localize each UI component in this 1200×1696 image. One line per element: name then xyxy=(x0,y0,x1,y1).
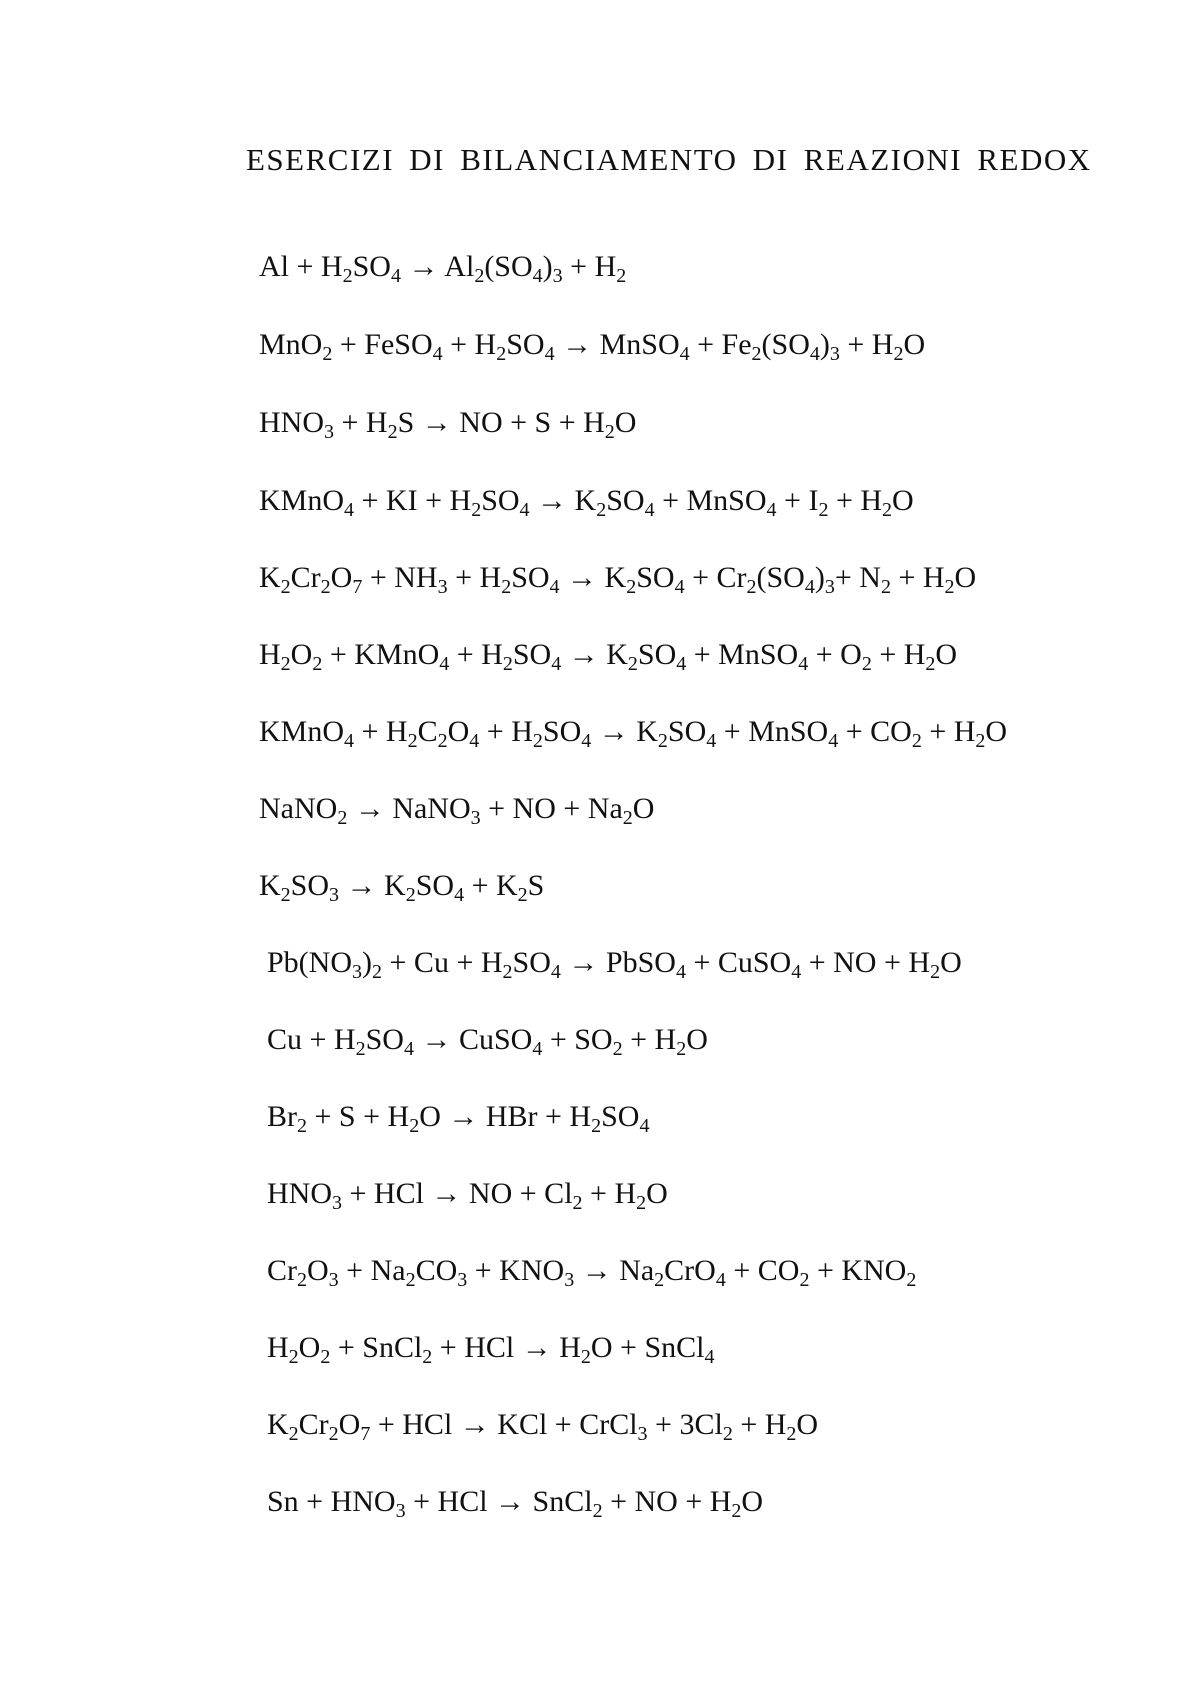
formula-text: SO xyxy=(637,638,677,671)
formula-text: → K xyxy=(561,638,628,671)
subscript: 2 xyxy=(517,884,528,906)
subscript: 2 xyxy=(731,1500,742,1522)
formula-text: C xyxy=(417,715,438,748)
formula-text: + MnSO xyxy=(716,715,829,748)
formula-text: HNO xyxy=(267,1177,332,1210)
formula-text: + H xyxy=(442,328,497,361)
formula-text: + N xyxy=(834,561,881,594)
subscript: 4 xyxy=(432,343,443,365)
formula-text: SO xyxy=(365,1023,404,1056)
formula-text: O xyxy=(614,406,637,439)
formula-text: → Al xyxy=(400,250,475,283)
formula-text: + H xyxy=(354,715,408,748)
subscript: 2 xyxy=(328,1423,339,1445)
formula-text: SO xyxy=(290,869,330,902)
subscript: 2 xyxy=(297,1115,307,1137)
formula-text: S → NO + S + H xyxy=(397,406,605,439)
subscript: 2 xyxy=(799,1269,810,1291)
formula-text: O xyxy=(741,1485,764,1518)
formula-text: O xyxy=(935,638,958,671)
equation-15 xyxy=(267,1331,715,1368)
formula-text: + H xyxy=(334,406,388,439)
subscript: 3 xyxy=(329,884,340,906)
subscript: 2 xyxy=(288,1346,299,1368)
subscript: 2 xyxy=(975,730,986,752)
formula-text: → K xyxy=(591,715,658,748)
equation-14 xyxy=(267,1254,917,1291)
formula-text: + H xyxy=(890,561,945,594)
formula-text: + H xyxy=(871,638,926,671)
subscript: 2 xyxy=(437,730,448,752)
subscript: 4 xyxy=(715,1269,726,1291)
subscript: 2 xyxy=(818,499,829,521)
formula-text: + SO xyxy=(542,1023,613,1056)
formula-text: + MnSO xyxy=(686,638,799,671)
subscript: 3 xyxy=(324,421,334,443)
formula-text: + H xyxy=(622,1023,677,1056)
subscript: 2 xyxy=(280,576,291,598)
subscript: 4 xyxy=(390,265,401,287)
subscript: 2 xyxy=(580,1346,591,1368)
equation-4 xyxy=(259,484,914,521)
formula-text: + NO + Na xyxy=(480,792,623,825)
subscript: 4 xyxy=(532,1038,543,1060)
formula-text: SO xyxy=(352,250,391,283)
subscript: 2 xyxy=(502,961,513,983)
formula-text: + H xyxy=(828,484,883,517)
subscript: 4 xyxy=(551,653,562,675)
formula-text: → CuSO xyxy=(413,1023,533,1056)
formula-text: O xyxy=(796,1408,819,1441)
formula-text: O xyxy=(330,561,353,594)
subscript: 2 xyxy=(751,343,762,365)
formula-text: O + SnCl xyxy=(590,1331,705,1364)
formula-text: + FeSO xyxy=(332,328,433,361)
formula-text: + KNO xyxy=(809,1254,907,1287)
formula-text: SO xyxy=(542,715,582,748)
subscript: 2 xyxy=(612,1038,623,1060)
subscript: 2 xyxy=(280,884,291,906)
formula-text: K xyxy=(259,869,281,902)
subscript: 7 xyxy=(360,1423,371,1445)
subscript: 2 xyxy=(930,961,941,983)
formula-text: SO xyxy=(512,638,552,671)
formula-text: + NO + H xyxy=(602,1485,732,1518)
formula-text: + Cu + H xyxy=(382,946,503,979)
subscript: 3 xyxy=(824,576,835,598)
subscript: 4 xyxy=(676,653,687,675)
formula-text: ) xyxy=(819,328,830,361)
subscript: 2 xyxy=(474,265,485,287)
subscript: 2 xyxy=(342,265,353,287)
subscript: 3 xyxy=(457,1269,468,1291)
formula-text: + H xyxy=(562,250,617,283)
subscript: 2 xyxy=(280,653,291,675)
formula-text: + HCl → H xyxy=(432,1331,581,1364)
formula-text: + CO xyxy=(838,715,912,748)
subscript: 2 xyxy=(626,576,637,598)
formula-text: + MnSO xyxy=(654,484,767,517)
formula-text: + NH xyxy=(362,561,438,594)
subscript: 4 xyxy=(344,499,355,521)
formula-text: → K xyxy=(339,869,406,902)
formula-text: + Na xyxy=(338,1254,406,1287)
subscript: 2 xyxy=(387,421,398,443)
formula-text: + H xyxy=(582,1177,637,1210)
subscript: 4 xyxy=(766,499,777,521)
equation-11 xyxy=(267,1023,708,1060)
subscript: 2 xyxy=(502,653,513,675)
subscript: 2 xyxy=(407,730,418,752)
formula-text: O xyxy=(338,1408,361,1441)
subscript: 2 xyxy=(297,1269,307,1291)
formula-text: SO xyxy=(481,484,520,517)
subscript: 4 xyxy=(644,499,655,521)
subscript: 4 xyxy=(804,576,815,598)
formula-text: (SO xyxy=(761,328,810,361)
formula-text: ) xyxy=(362,946,373,979)
formula-text: + HCl → SnCl xyxy=(405,1485,593,1518)
subscript: 2 xyxy=(880,576,891,598)
formula-text: Cu + H xyxy=(267,1023,356,1056)
subscript: 3 xyxy=(637,1423,648,1445)
formula-text: O xyxy=(954,561,977,594)
formula-text: + H xyxy=(479,715,533,748)
formula-text: CrO xyxy=(664,1254,716,1287)
formula-text: + H xyxy=(921,715,976,748)
subscript: 3 xyxy=(437,576,448,598)
formula-text: + HCl → NO + Cl xyxy=(342,1177,573,1210)
equation-13 xyxy=(267,1177,668,1214)
formula-text: CO xyxy=(415,1254,458,1287)
subscript: 2 xyxy=(320,576,331,598)
subscript: 2 xyxy=(657,730,668,752)
subscript: 3 xyxy=(332,1192,342,1214)
formula-text: Pb(NO xyxy=(267,946,353,979)
formula-text: Cr xyxy=(267,1254,297,1287)
subscript: 3 xyxy=(564,1269,575,1291)
formula-text: (SO xyxy=(484,250,533,283)
formula-text: + O xyxy=(808,638,862,671)
subscript: 2 xyxy=(496,343,507,365)
subscript: 4 xyxy=(675,961,686,983)
formula-text: + CO xyxy=(725,1254,800,1287)
formula-text: Br xyxy=(267,1100,297,1133)
subscript: 2 xyxy=(320,1346,331,1368)
formula-text: + KMnO xyxy=(322,638,440,671)
equation-9 xyxy=(259,869,545,906)
subscript: 4 xyxy=(544,343,555,365)
subscript: 2 xyxy=(627,653,638,675)
subscript: 4 xyxy=(439,653,450,675)
formula-text: H xyxy=(259,638,281,671)
subscript: 4 xyxy=(828,730,839,752)
subscript: 2 xyxy=(405,884,416,906)
formula-text: + H xyxy=(732,1408,787,1441)
subscript: 2 xyxy=(322,343,333,365)
subscript: 3 xyxy=(829,343,840,365)
formula-text: + KNO xyxy=(467,1254,565,1287)
subscript: 2 xyxy=(893,343,904,365)
formula-text: O xyxy=(940,946,962,979)
equation-12 xyxy=(267,1100,650,1137)
subscript: 2 xyxy=(471,499,482,521)
subscript: 2 xyxy=(501,576,512,598)
subscript: 4 xyxy=(532,265,543,287)
subscript: 2 xyxy=(861,653,872,675)
subscript: 4 xyxy=(581,730,592,752)
formula-text: KMnO xyxy=(259,484,345,517)
subscript: 4 xyxy=(549,576,560,598)
subscript: 2 xyxy=(409,1115,420,1137)
subscript: 4 xyxy=(674,576,685,598)
formula-text: O xyxy=(646,1177,668,1210)
formula-text: + K xyxy=(464,869,518,902)
subscript: 2 xyxy=(312,653,323,675)
formula-text: O xyxy=(892,484,914,517)
formula-text: S xyxy=(527,869,545,902)
formula-text: + NO + H xyxy=(801,946,931,979)
formula-text: + KI + H xyxy=(354,484,472,517)
formula-text: O xyxy=(985,715,1008,748)
formula-text: SO xyxy=(506,328,545,361)
subscript: 4 xyxy=(403,1038,414,1060)
formula-text: Sn + HNO xyxy=(267,1485,396,1518)
formula-text: O xyxy=(298,1331,321,1364)
equation-5 xyxy=(259,561,977,598)
subscript: 2 xyxy=(911,730,922,752)
subscript: 4 xyxy=(469,730,480,752)
formula-text: SO xyxy=(415,869,455,902)
formula-text: MnO xyxy=(259,328,323,361)
formula-text: O xyxy=(447,715,470,748)
formula-text: → K xyxy=(529,484,597,517)
formula-text: O xyxy=(632,792,655,825)
formula-text: + CuSO xyxy=(685,946,792,979)
formula-text: ) xyxy=(814,561,825,594)
subscript: 2 xyxy=(337,807,348,829)
subscript: 2 xyxy=(654,1269,665,1291)
formula-text: + SnCl xyxy=(330,1331,423,1364)
formula-text: SO xyxy=(511,561,550,594)
formula-text: → K xyxy=(559,561,627,594)
formula-text: + H xyxy=(839,328,894,361)
subscript: 3 xyxy=(395,1500,406,1522)
formula-text: SO xyxy=(512,946,551,979)
equation-1 xyxy=(259,250,627,287)
formula-text: Cr xyxy=(298,1408,329,1441)
subscript: 2 xyxy=(405,1269,416,1291)
subscript: 4 xyxy=(454,884,465,906)
subscript: 2 xyxy=(591,1115,602,1137)
formula-text: SO xyxy=(636,561,675,594)
page-title: ESERCIZI DI BILANCIAMENTO DI REAZIONI REDOX xyxy=(246,142,1092,177)
formula-text: Cr xyxy=(290,561,321,594)
formula-text: H xyxy=(267,1331,289,1364)
formula-text: + 3Cl xyxy=(647,1408,723,1441)
equation-16 xyxy=(267,1408,819,1445)
subscript: 2 xyxy=(786,1423,797,1445)
formula-text: + HCl → KCl + CrCl xyxy=(370,1408,638,1441)
formula-text: K xyxy=(259,561,281,594)
subscript: 3 xyxy=(552,265,563,287)
subscript: 2 xyxy=(906,1269,917,1291)
formula-text: KMnO xyxy=(259,715,345,748)
subscript: 2 xyxy=(616,265,627,287)
subscript: 2 xyxy=(288,1423,299,1445)
subscript: 2 xyxy=(944,576,955,598)
formula-text: O xyxy=(903,328,926,361)
formula-text: + S + H xyxy=(307,1100,410,1133)
subscript: 2 xyxy=(422,1346,433,1368)
subscript: 3 xyxy=(470,807,481,829)
formula-text: SO xyxy=(667,715,707,748)
formula-text: O → HBr + H xyxy=(419,1100,592,1133)
subscript: 2 xyxy=(622,807,633,829)
subscript: 4 xyxy=(519,499,530,521)
subscript: 4 xyxy=(639,1115,650,1137)
formula-text: + H xyxy=(447,561,502,594)
subscript: 2 xyxy=(746,576,757,598)
equation-8 xyxy=(259,792,655,829)
equation-10 xyxy=(267,946,962,983)
equation-7 xyxy=(259,715,1008,752)
subscript: 4 xyxy=(344,730,355,752)
formula-text: SO xyxy=(601,1100,640,1133)
formula-text: → MnSO xyxy=(554,328,680,361)
subscript: 3 xyxy=(328,1269,339,1291)
formula-text: + Fe xyxy=(689,328,752,361)
formula-text: NaNO xyxy=(259,792,338,825)
subscript: 2 xyxy=(592,1500,603,1522)
equation-2 xyxy=(259,328,926,365)
subscript: 4 xyxy=(706,730,717,752)
formula-text: K xyxy=(267,1408,289,1441)
formula-text: + I xyxy=(776,484,819,517)
subscript: 2 xyxy=(882,499,893,521)
subscript: 2 xyxy=(604,421,615,443)
subscript: 4 xyxy=(791,961,802,983)
subscript: 2 xyxy=(722,1423,733,1445)
subscript: 4 xyxy=(679,343,690,365)
subscript: 2 xyxy=(925,653,936,675)
equation-3 xyxy=(259,406,637,443)
formula-text: + H xyxy=(449,638,503,671)
subscript: 2 xyxy=(355,1038,366,1060)
formula-text: → NaNO xyxy=(347,792,471,825)
formula-text: O xyxy=(686,1023,708,1056)
formula-text: + Cr xyxy=(684,561,747,594)
formula-text: (SO xyxy=(756,561,805,594)
formula-text: HNO xyxy=(259,406,324,439)
subscript: 2 xyxy=(676,1038,687,1060)
subscript: 7 xyxy=(352,576,363,598)
subscript: 4 xyxy=(809,343,820,365)
subscript: 2 xyxy=(532,730,543,752)
subscript: 2 xyxy=(596,499,607,521)
subscript: 2 xyxy=(372,961,383,983)
subscript: 4 xyxy=(550,961,561,983)
formula-text: → PbSO xyxy=(560,946,676,979)
formula-text: O xyxy=(290,638,313,671)
formula-text: → Na xyxy=(574,1254,655,1287)
formula-text: O xyxy=(307,1254,329,1287)
subscript: 2 xyxy=(572,1192,583,1214)
equation-17 xyxy=(267,1485,764,1522)
subscript: 4 xyxy=(798,653,809,675)
subscript: 2 xyxy=(636,1192,647,1214)
subscript: 4 xyxy=(704,1346,715,1368)
formula-text: SO xyxy=(606,484,645,517)
subscript: 3 xyxy=(352,961,363,983)
formula-text: Al + H xyxy=(259,250,343,283)
equation-6 xyxy=(259,638,958,675)
formula-text: ) xyxy=(542,250,553,283)
